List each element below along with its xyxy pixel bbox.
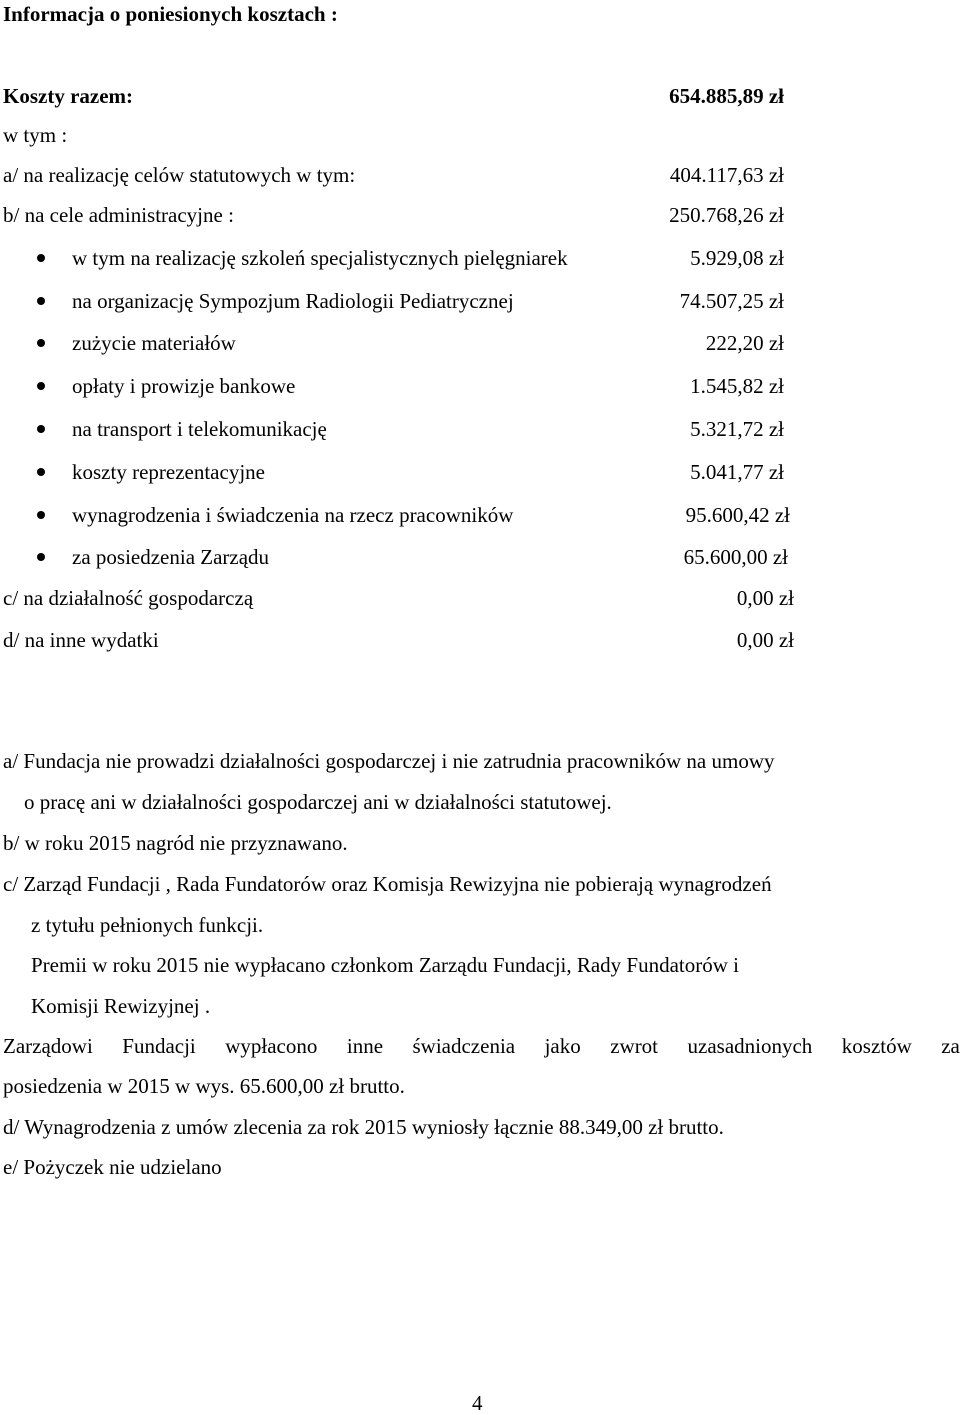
note-a-line2: o pracę ani w działalności gospodarczej ani w działalności statutowej.: [24, 790, 612, 814]
note-b: b/ w roku 2015 nagród nie przyznawano.: [3, 831, 348, 855]
bullet-icon: [37, 468, 45, 476]
bullet-icon: [37, 297, 45, 305]
bullet-icon: [37, 553, 45, 561]
item-d-amount: 0,00 zł: [736, 628, 794, 652]
word: jako: [544, 1034, 581, 1058]
note-c-line3: Premii w roku 2015 nie wypłacano członkom Zarządu Fundacji, Rady Fundatorów i: [31, 953, 740, 977]
item-c-label: c/ na działalność gospodarczą: [3, 586, 254, 610]
note-zarzad-line1: [3, 1034, 960, 1058]
bullet-item-amount: 74.507,25 zł: [679, 289, 784, 313]
item-d-label: d/ na inne wydatki: [3, 628, 159, 652]
bullet-item-amount: 65.600,00 zł: [683, 545, 788, 569]
bullet-icon: [37, 254, 45, 262]
bullet-item-label: na organizację Sympozjum Radiologii Pediatrycznej: [72, 289, 514, 313]
word: świadczenia: [412, 1034, 516, 1058]
total-amount: 654.885,89 zł: [669, 84, 784, 108]
note-d: d/ Wynagrodzenia z umów zlecenia za rok 2015 wyniosły łącznie 88.349,00 zł brutto.: [3, 1115, 724, 1139]
item-a-amount: 404.117,63 zł: [669, 163, 784, 187]
word: za: [941, 1034, 960, 1058]
bullet-item-label: za posiedzenia Zarządu: [72, 545, 270, 569]
item-b-amount: 250.768,26 zł: [669, 203, 784, 227]
bullet-item-amount: 5.929,08 zł: [690, 246, 784, 270]
bullet-item-amount: 95.600,42 zł: [685, 503, 790, 527]
total-label: Koszty razem:: [3, 84, 134, 108]
bullet-item-label: na transport i telekomunikację: [72, 417, 327, 441]
note-e: e/ Pożyczek nie udzielano: [3, 1155, 222, 1179]
bullet-item-label: opłaty i prowizje bankowe: [72, 374, 296, 398]
word: uzasadnionych: [687, 1034, 813, 1058]
bullet-item-label: zużycie materiałów: [72, 331, 236, 355]
bullet-item-amount: 5.321,72 zł: [690, 417, 784, 441]
word: kosztów: [841, 1034, 912, 1058]
bullet-item-amount: 222,20 zł: [705, 331, 784, 355]
word: zwrot: [610, 1034, 659, 1058]
note-c-line1: c/ Zarząd Fundacji , Rada Fundatorów oraz Komisja Rewizyjna nie pobierają wynagrodzeń: [3, 872, 772, 896]
note-a-line1: a/ Fundacja nie prowadzi działalności gospodarczej i nie zatrudnia pracowników na umowy: [3, 749, 775, 773]
note-c-line2: z tytułu pełnionych funkcji.: [31, 913, 264, 937]
bullet-item-amount: 1.545,82 zł: [690, 374, 784, 398]
w-tym-label: w tym :: [3, 123, 68, 147]
note-c-line4: Komisji Rewizyjnej .: [31, 994, 211, 1018]
word: wypłacono: [225, 1034, 318, 1058]
bullet-icon: [37, 339, 45, 347]
note-zarzad-line2: posiedzenia w 2015 w wys. 65.600,00 zł brutto.: [3, 1074, 405, 1098]
bullet-icon: [37, 382, 45, 390]
item-b-label: b/ na cele administracyjne :: [3, 203, 234, 227]
bullet-item-label: wynagrodzenia i świadczenia na rzecz pracowników: [72, 503, 514, 527]
word: Zarządowi: [3, 1034, 93, 1058]
bullet-icon: [37, 425, 45, 433]
bullet-item-amount: 5.041,77 zł: [690, 460, 784, 484]
bullet-icon: [37, 511, 45, 519]
word: inne: [346, 1034, 384, 1058]
bullet-item-label: w tym na realizację szkoleń specjalistycznych pielęgniarek: [72, 246, 568, 270]
page-number: 4: [472, 1391, 483, 1415]
word: Fundacji: [122, 1034, 196, 1058]
item-c-amount: 0,00 zł: [736, 586, 794, 610]
section-heading: Informacja o poniesionych kosztach :: [3, 2, 338, 26]
bullet-item-label: koszty reprezentacyjne: [72, 460, 265, 484]
item-a-label: a/ na realizację celów statutowych w tym:: [3, 163, 356, 187]
